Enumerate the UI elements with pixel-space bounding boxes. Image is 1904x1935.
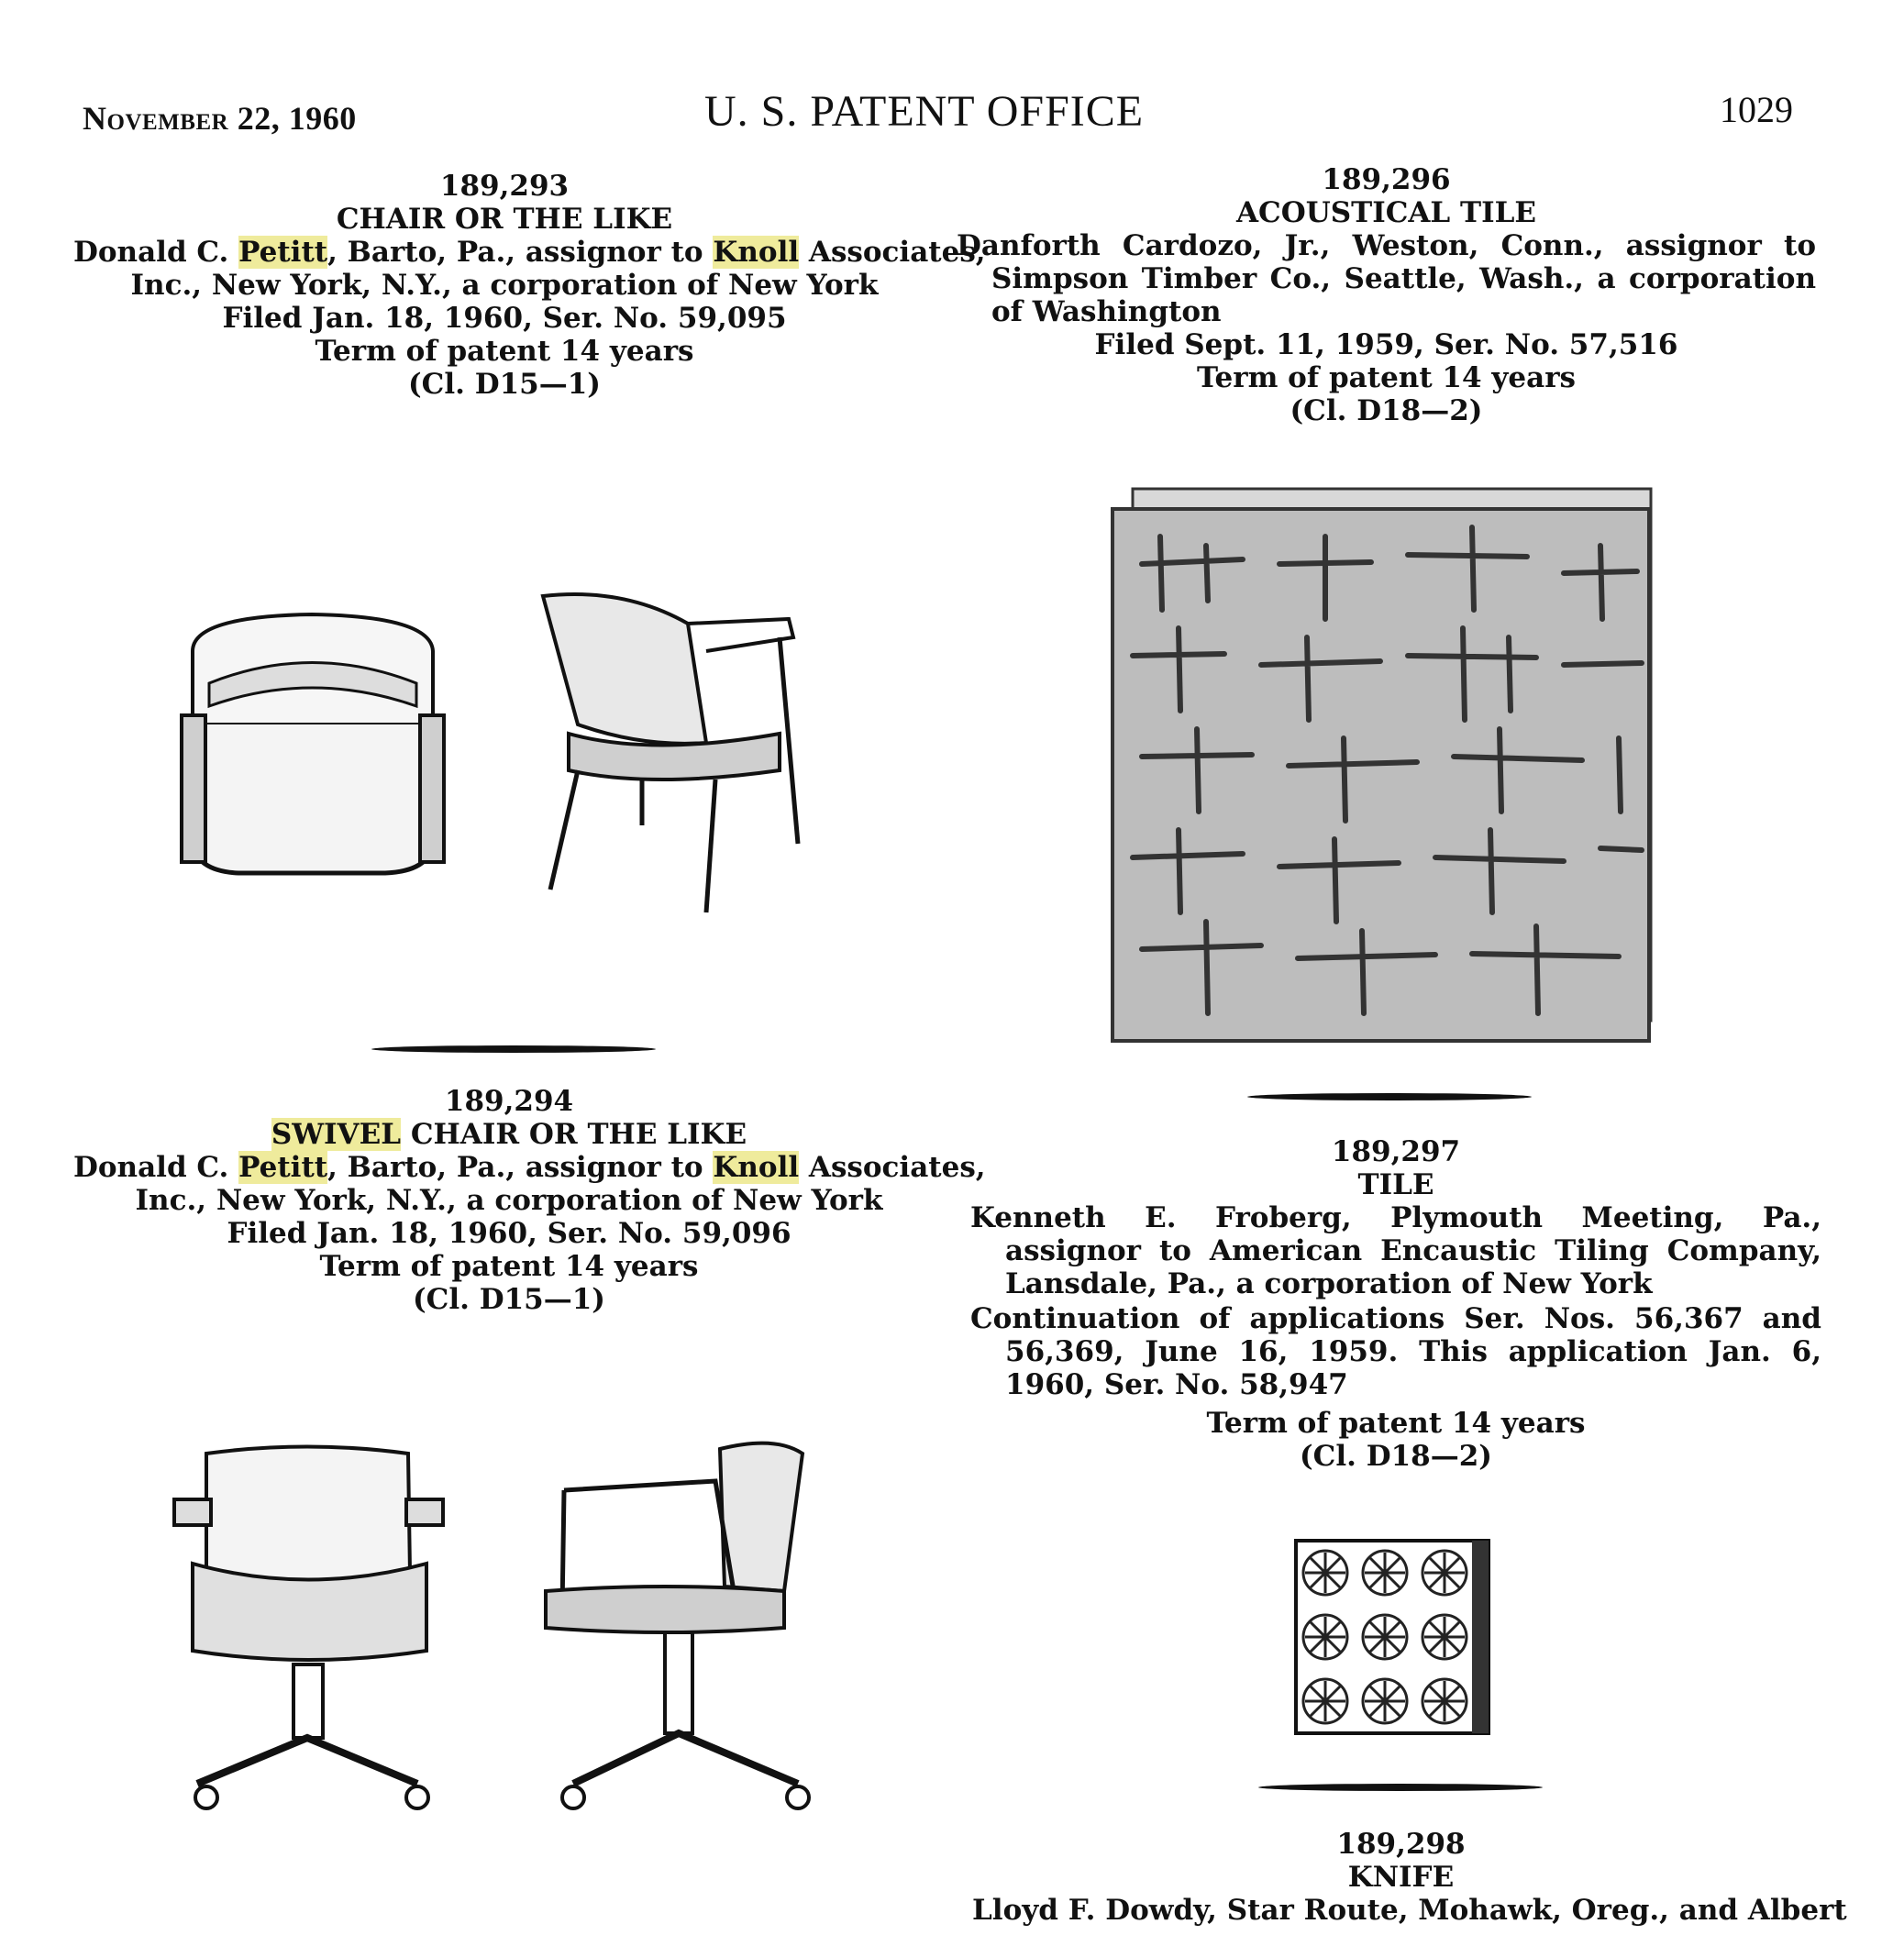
patent-class: (Cl. D15—1) (408, 368, 601, 401)
patent-filed: Filed Sept. 11, 1959, Ser. No. 57,516 (1094, 328, 1678, 361)
patent-number: 189,293 (439, 170, 570, 203)
patent-class: (Cl. D18—2) (1290, 394, 1483, 427)
highlight-knoll: Knoll (713, 236, 800, 269)
patent-189298 (972, 1828, 1847, 1927)
patent-assignee-line: Inc., New York, N.Y., a corporation of New York (130, 269, 879, 302)
patent-title: KNIFE (1347, 1861, 1455, 1894)
date-month: November (83, 100, 229, 137)
highlight-knoll: Knoll (713, 1151, 800, 1184)
patent-inventor-line: Donald C. Petitt, Barto, Pa., assignor to Knoll Associates, (73, 1151, 986, 1184)
patent-189294 (73, 1085, 986, 1316)
patent-189293 (73, 170, 986, 401)
date-rest: 22, 1960 (228, 100, 357, 137)
patent-inventor: Lloyd F. Dowdy, Star Route, Mohawk, Oreg., and Albert (972, 1894, 1847, 1927)
patent-title: SWIVEL CHAIR OR THE LIKE (271, 1118, 747, 1151)
page-number: 1029 (1720, 89, 1793, 130)
patent-term: Term of patent 14 years (319, 1250, 699, 1283)
patent-inventor: Kenneth E. Froberg, Plymouth Meeting, Pa., assignor to American Encaustic Tiling Company, Lansdale, Pa., a corporation of New York (970, 1201, 1821, 1300)
patent-189297 (970, 1135, 1821, 1473)
acoustical-tile-drawing (1105, 481, 1665, 1050)
highlight-petitt: Petitt (238, 1151, 328, 1184)
patent-class: (Cl. D18—2) (1300, 1440, 1492, 1473)
patent-term: Term of patent 14 years (1197, 361, 1576, 394)
patent-title: ACOUSTICAL TILE (1235, 196, 1537, 229)
patent-class: (Cl. D15—1) (413, 1283, 605, 1316)
section-divider (371, 1045, 656, 1053)
highlight-swivel: SWIVEL (271, 1118, 402, 1151)
patent-title: CHAIR OR THE LIKE (336, 203, 673, 236)
tile-drawing (1289, 1531, 1490, 1738)
patent-inventor-line: Donald C. Petitt, Barto, Pa., assignor to Knoll Associates, (73, 236, 986, 269)
section-divider (1247, 1093, 1532, 1100)
patent-assignee-line: Inc., New York, N.Y., a corporation of New York (135, 1184, 883, 1217)
section-divider (1258, 1784, 1543, 1791)
page-date (83, 99, 357, 138)
chair-front-view-drawing (165, 596, 459, 890)
patent-number: 189,296 (1322, 163, 1451, 196)
highlight-petitt: Petitt (238, 236, 328, 269)
patent-number: 189,294 (444, 1085, 574, 1118)
patent-filed: Filed Jan. 18, 1960, Ser. No. 59,096 (227, 1217, 791, 1250)
patent-number: 189,297 (1331, 1135, 1461, 1168)
patent-inventor: Danforth Cardozo, Jr., Weston, Conn., assignor to Simpson Timber Co., Seattle, Wash., a corporation of Washington (957, 229, 1816, 328)
patent-term: Term of patent 14 years (315, 335, 694, 368)
swivel-chair-front-view-drawing (170, 1435, 449, 1820)
chair-perspective-view-drawing (532, 587, 816, 926)
swivel-chair-side-view-drawing (537, 1435, 821, 1820)
patent-number: 189,298 (1336, 1828, 1466, 1861)
page-title: U. S. PATENT OFFICE (704, 87, 1145, 136)
patent-title: TILE (1357, 1168, 1434, 1201)
patent-term: Term of patent 14 years (1206, 1407, 1586, 1440)
patent-continuation: Continuation of applications Ser. Nos. 56,367 and 56,369, June 16, 1959. This application Jan. 6, 1960, Ser. No. 58,947 (970, 1302, 1821, 1401)
patent-189296 (957, 163, 1816, 427)
patent-filed: Filed Jan. 18, 1960, Ser. No. 59,095 (222, 302, 787, 335)
